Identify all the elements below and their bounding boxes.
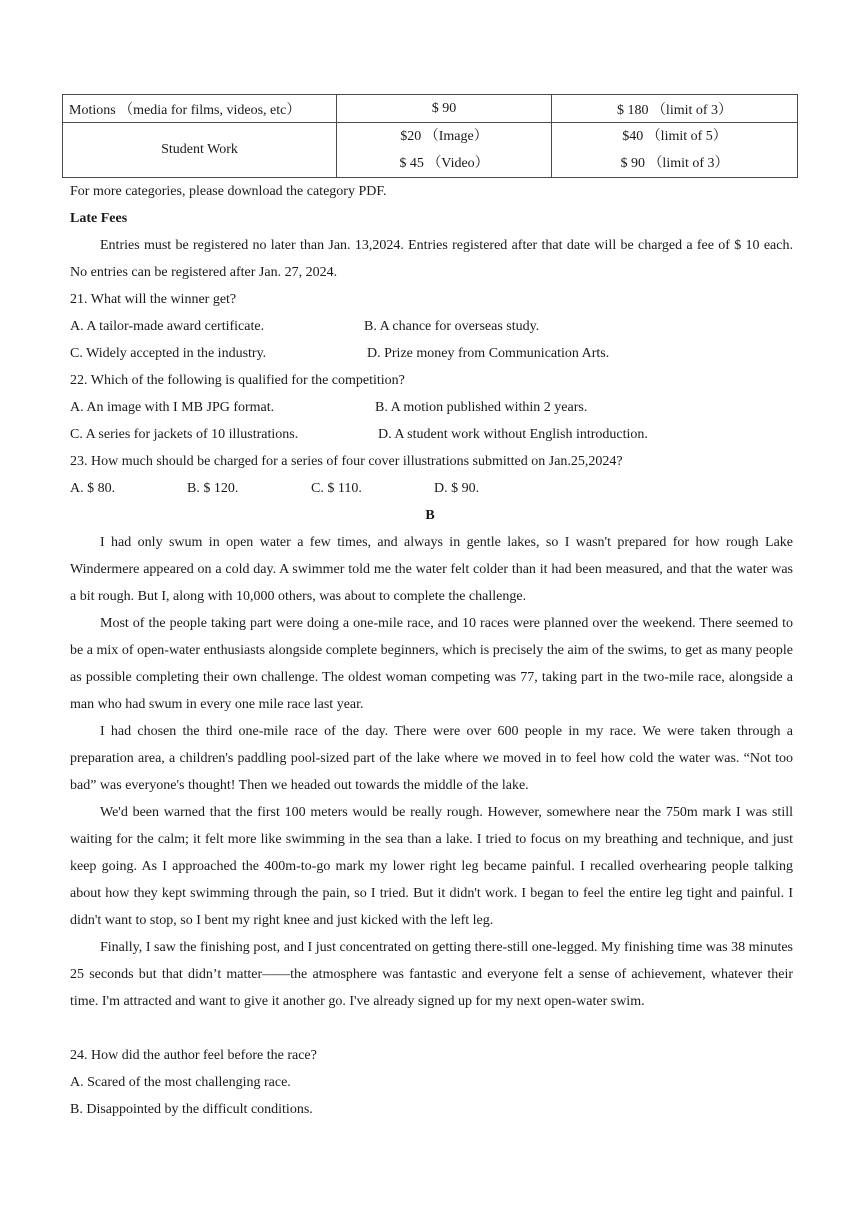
more-categories-note: For more categories, please download the category PDF. xyxy=(70,184,387,199)
option-b: B. Disappointed by the difficult conditions. xyxy=(70,1102,313,1117)
option-c: C. Widely accepted in the industry. xyxy=(70,346,267,361)
option-b: B. A chance for overseas study. xyxy=(364,319,540,334)
option-d: D. Prize money from Communication Arts. xyxy=(367,346,610,361)
option-a: A. $ 80. xyxy=(70,481,116,496)
category-cell: Motions （media for films, videos, etc） xyxy=(63,95,337,123)
fee-video: $ 45 （Video） xyxy=(399,156,489,171)
option-a: A. Scared of the most challenging race. xyxy=(70,1075,291,1090)
option-d: D. $ 90. xyxy=(434,481,480,496)
passage-paragraph-5: Finally, I saw the finishing post, and I just concentrated on getting there-still one-legged. My finishing time was 38 minutes 25 seconds but that didn’t matter——the atmosphere was fantastic and everyone felt a sense of achievement, whatever their time. I'm attracted and want to give it another go. I've already signed up for my next open-water swim. xyxy=(70,940,793,1009)
late-fees-text: Entries must be registered no later than Jan. 13,2024. Entries registered after that date will be charged a fee of $ 10 each. No entries can be registered after Jan. 27, 2024. xyxy=(70,238,793,280)
fee-image: $40 （limit of 5） xyxy=(622,129,727,144)
question-22: 22. Which of the following is qualified for the competition? xyxy=(70,373,405,388)
option-a: A. An image with I MB JPG format. xyxy=(70,400,275,415)
single-fee-cell: $ 90 xyxy=(337,95,552,123)
series-fee-cell: $ 180 （limit of 3） xyxy=(552,95,798,123)
option-b: B. A motion published within 2 years. xyxy=(375,400,588,415)
option-c: C. $ 110. xyxy=(311,481,362,496)
option-d: D. A student work without English introduction. xyxy=(378,427,648,442)
category-cell: Student Work xyxy=(63,123,337,178)
option-a: A. A tailor-made award certificate. xyxy=(70,319,265,334)
passage-paragraph-2: Most of the people taking part were doing a one-mile race, and 10 races were planned over the weekend. There seemed to be a mix of open-water enthusiasts alongside complete beginners, which is precisely the aim of the swims, to get as many people as possible completing their own challenge. The oldest woman competing was 77, taking part in the two-mile race, alongside a man who had swum in every one mile race last year. xyxy=(70,616,793,712)
passage-paragraph-3: I had chosen the third one-mile race of the day. There were over 600 people in my race. We were taken through a preparation area, a children's paddling pool-sized part of the lake where we moved in to feel how cold the water was. “Not too bad” was everyone's thought! Then we headed out towards the middle of the lake. xyxy=(70,724,793,793)
question-21: 21. What will the winner get? xyxy=(70,292,237,307)
option-b: B. $ 120. xyxy=(187,481,239,496)
passage-paragraph-4: We'd been warned that the first 100 meters would be really rough. However, somewhere near the 750m mark I was still waiting for the calm; it felt more like swimming in the sea than a lake. I tried to focus on my breathing and technique, and just keep going. As I approached the 400m-to-go mark my lower right leg became painful. I recalled overhearing people talking about how they kept swimming through the pain, so I tried. But it didn't work. I began to feel the entire leg tight and painful. I didn't want to stop, so I bent my right knee and just kicked with the left leg. xyxy=(70,805,793,928)
single-fee-cell xyxy=(337,123,552,178)
fee-image: $20 （Image） xyxy=(400,129,488,144)
question-24: 24. How did the author feel before the race? xyxy=(70,1048,317,1063)
option-c: C. A series for jackets of 10 illustrations. xyxy=(70,427,299,442)
fee-video: $ 90 （limit of 3） xyxy=(620,156,729,171)
fee-table xyxy=(62,94,798,178)
question-23: 23. How much should be charged for a series of four cover illustrations submitted on Jan.25,2024? xyxy=(70,454,623,469)
late-fees-heading: Late Fees xyxy=(70,211,128,226)
series-fee-cell xyxy=(552,123,798,178)
passage-paragraph-1: I had only swum in open water a few times, and always in gentle lakes, so I wasn't prepared for how rough Lake Windermere appeared on a cold day. A swimmer told me the water felt colder than it had been measured, and that the water was a bit rough. But I, along with 10,000 others, was about to complete the challenge. xyxy=(70,535,793,604)
table-row xyxy=(63,95,798,123)
table-row xyxy=(63,123,798,178)
section-b-heading: B xyxy=(425,508,435,523)
